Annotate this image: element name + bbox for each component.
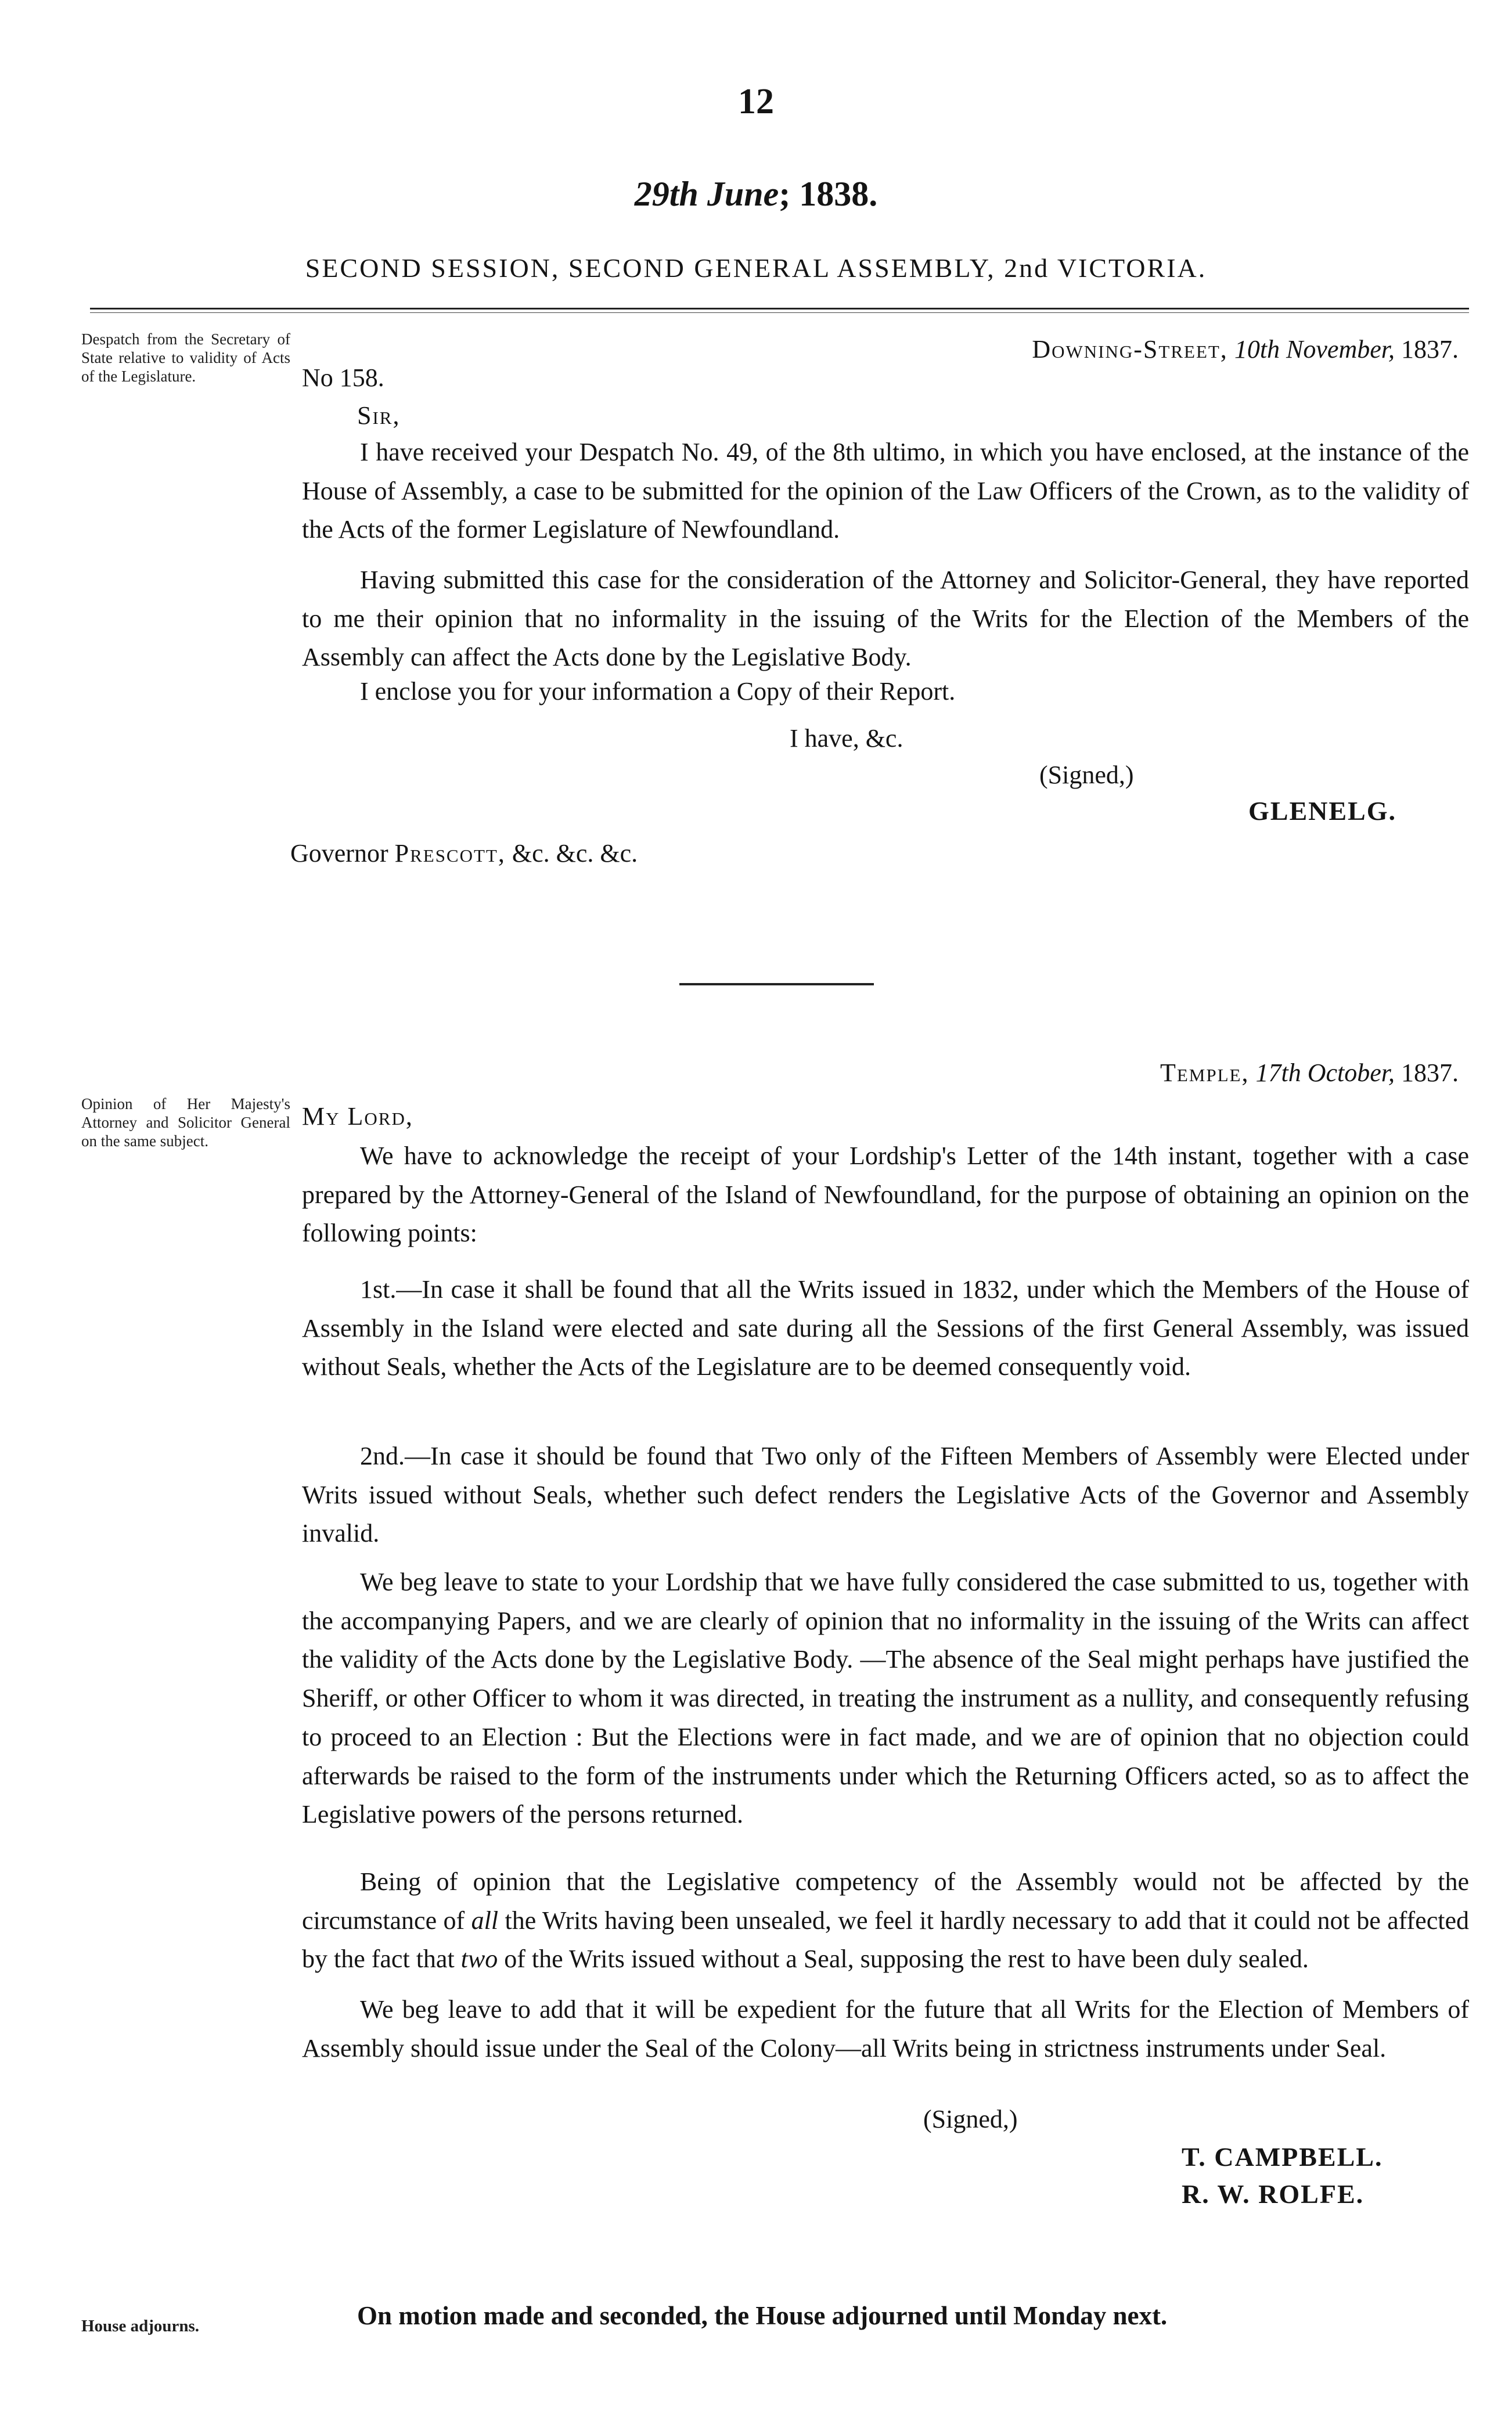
- session-heading: SECOND SESSION, SECOND GENERAL ASSEMBLY, 2nd VICTORIA.: [305, 253, 1207, 283]
- date-sep: ;: [779, 175, 791, 213]
- despatch-year: 1837.: [1401, 335, 1459, 363]
- opinion-signer-2: R. W. ROLFE.: [1182, 2179, 1365, 2209]
- top-rule-thin: [90, 312, 1469, 313]
- opinion-paragraph-5: We beg leave to add that it will be expedient for the future that all Writs for the Election of Members of Assembly should issue under the Seal of the Colony—all Writs being in strictness instruments under Seal.: [302, 1995, 1469, 2062]
- para4-part-c: of the Writs issued without a Seal, supposing the rest to have been duly sealed.: [504, 1945, 1309, 1974]
- margin-note-despatch: Despatch from the Secretary of State relative to validity of Acts of the Legislature.: [81, 330, 290, 385]
- date-month: June: [707, 175, 779, 213]
- opinion-year: 1837.: [1401, 1059, 1459, 1087]
- date-heading: [0, 174, 1512, 214]
- page-number: 12: [738, 82, 774, 121]
- para4-all: all: [471, 1906, 499, 1935]
- despatch-date: 10th November,: [1234, 335, 1395, 363]
- date-day: 29th: [634, 175, 699, 213]
- opinion-signed: (Signed,): [923, 2105, 1018, 2133]
- top-rule: [90, 308, 1469, 309]
- opinion-intro: We have to acknowledge the receipt of your Lordship's Letter of the 14th instant, together with a case prepared by the Attorney-General of the Island of Newfoundland, for the purpose of obtaining an opinion on the following points:: [302, 1142, 1469, 1248]
- despatch-paragraph-1: I have received your Despatch No. 49, of the 8th ultimo, in which you have enclosed, at the instance of the House of Assembly, a case to be submitted for the opinion of the Law Officers of the Crown, as to the validity of the Acts of the former Legislature of Newfoundland.: [302, 438, 1469, 544]
- addressee-name: Prescott,: [394, 839, 506, 867]
- opinion-date: 17th October,: [1255, 1059, 1395, 1087]
- despatch-place: Downing-Street,: [1032, 335, 1228, 363]
- para4-two: two: [460, 1945, 498, 1974]
- para4-part-b: the Writs having been unsealed, we feel it hardly necessary to add that it could not be affected by the fact that: [302, 1906, 1469, 1974]
- margin-note-opinion: Opinion of Her Majesty's Attorney and Solicitor General on the same subject.: [81, 1095, 290, 1150]
- opinion-dateline: [1160, 1056, 1459, 1090]
- opinion-place: Temple,: [1160, 1059, 1250, 1087]
- despatch-signer: GLENELG.: [1248, 796, 1397, 826]
- section-divider: [679, 983, 874, 985]
- despatch-number: No 158.: [302, 363, 384, 392]
- addressee-prefix: Governor: [290, 839, 388, 867]
- opinion-salutation: My Lord,: [302, 1102, 413, 1131]
- despatch-paragraph-2: Having submitted this case for the consideration of the Attorney and Solicitor-General, they have reported to me their opinion that no informality in the issuing of the Writs for the Election of the Members of the Assembly can affect the Acts done by the Legislative Body.: [302, 566, 1469, 672]
- despatch-paragraph-3: I enclose you for your information a Copy of their Report.: [360, 677, 956, 705]
- opinion-signer-1: T. CAMPBELL.: [1182, 2142, 1383, 2172]
- opinion-point-2: 2nd.—In case it should be found that Two only of the Fifteen Members of Assembly were Elected under Writs issued without Seals, whether such defect renders the Legislative Acts of the Governor and Assembly invalid.: [302, 1442, 1469, 1548]
- adjourn-text: On motion made and seconded, the House adjourned until Monday next.: [357, 2301, 1168, 2330]
- despatch-signed: (Signed,): [1039, 761, 1134, 789]
- margin-note-adjourn: House adjourns.: [81, 2317, 200, 2335]
- despatch-salutation: Sir,: [357, 401, 401, 430]
- opinion-paragraph-4: [302, 1863, 1469, 1979]
- opinion-paragraph-3: We beg leave to state to your Lordship that we have fully considered the case submitted to us, together with the accompanying Papers, and we are clearly of opinion that no informality in the issuing of the Writs can affect the validity of the Acts done by the Legislative Body. —The absence of the Seal might perhaps have justified the Sheriff, or other Officer to whom it was directed, in treating the instrument as a nullity, and consequently refusing to proceed to an Election : But the Elections were in fact made, and we are of opinion that no objection could afterwards be raised to the form of the instruments under which the Returning Officers acted, so as to affect the Legislative powers of the persons returned.: [302, 1568, 1469, 1829]
- addressee-suffix: &c. &c. &c.: [512, 839, 638, 867]
- opinion-point-1: 1st.—In case it shall be found that all the Writs issued in 1832, under which the Members of the House of Assembly in the Island were elected and sate during all the Sessions of the first General Assembly, was issued without Seals, whether the Acts of the Legislature are to be deemed consequently void.: [302, 1275, 1469, 1381]
- despatch-closing: I have, &c.: [790, 724, 903, 753]
- despatch-addressee: [290, 836, 638, 871]
- date-year: 1838.: [799, 175, 878, 213]
- para4-part-a: Being of opinion that the Legislative competency of the Assembly would not be affected by the circumstance of: [302, 1867, 1469, 1935]
